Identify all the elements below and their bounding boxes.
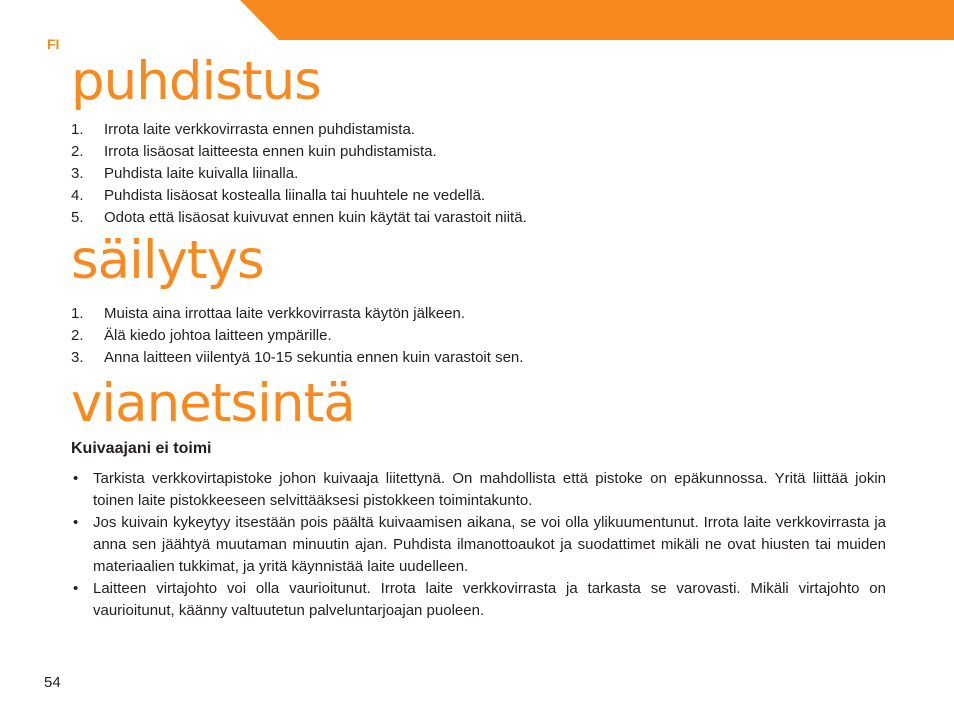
list-item — [71, 347, 891, 369]
item-number: 1. — [71, 121, 84, 138]
storage-steps-list — [71, 303, 891, 369]
item-text: Tarkista verkkovirtapistoke johon kuivaaja liitettynä. On mahdollista että pistoke on epäkunnossa. Yritä liittää jokin toinen laite pistokkeeseen selvittääksesi pistokkeen toimintakunto. — [93, 470, 886, 509]
bullet-icon: • — [73, 470, 79, 487]
item-text: Irrota laite verkkovirrasta ennen puhdistamista. — [104, 121, 415, 138]
bullet-icon: • — [73, 580, 79, 597]
list-item — [71, 185, 891, 207]
subsection-title: Kuivaajani ei toimi — [71, 440, 212, 457]
bullet-icon: • — [73, 514, 79, 531]
section-title-troubleshooting: vianetsintä — [71, 373, 355, 434]
item-number: 2. — [71, 327, 84, 344]
item-text: Irrota lisäosat laitteesta ennen kuin puhdistamista. — [104, 143, 437, 160]
header-banner — [240, 0, 954, 40]
item-number: 4. — [71, 187, 84, 204]
item-number: 3. — [71, 349, 84, 366]
list-item — [71, 141, 891, 163]
list-item — [71, 163, 891, 185]
list-item — [71, 578, 886, 622]
item-text: Älä kiedo johtoa laitteen ympärille. — [104, 327, 332, 344]
item-text: Jos kuivain kykeytyy itsestään pois päältä kuivaamisen aikana, se voi olla ylikuumentunut. Irrota laite verkkovirrasta ja anna sen jäähtyä muutaman minuutin ajan. Puhdista ilmanottoaukot ja suodattimet mikäli ne ovat hiusten tai muiden materiaalien tukkimat, ja yritä käynnistää laite uudelleen. — [93, 514, 886, 575]
list-item — [71, 325, 891, 347]
list-item — [71, 119, 891, 141]
troubleshooting-list — [71, 468, 886, 622]
list-item — [71, 303, 891, 325]
item-number: 2. — [71, 143, 84, 160]
item-text: Odota että lisäosat kuivuvat ennen kuin käytät tai varastoit niitä. — [104, 209, 527, 226]
item-number: 3. — [71, 165, 84, 182]
list-item — [71, 207, 891, 229]
item-text: Muista aina irrottaa laite verkkovirrasta käytön jälkeen. — [104, 305, 465, 322]
list-item — [71, 512, 886, 578]
item-text: Puhdista lisäosat kostealla liinalla tai huuhtele ne vedellä. — [104, 187, 486, 204]
cleaning-steps-list — [71, 119, 891, 229]
item-text: Laitteen virtajohto voi olla vaurioitunut. Irrota laite verkkovirrasta ja tarkasta se varovasti. Mikäli virtajohto on vaurioitunut, käänny valtuutetun palveluntarjoajan puoleen. — [93, 580, 886, 619]
item-text: Anna laitteen viilentyä 10-15 sekuntia ennen kuin varastoit sen. — [104, 349, 524, 366]
item-number: 5. — [71, 209, 84, 226]
language-label: FI — [47, 36, 60, 52]
section-title-cleaning: puhdistus — [71, 51, 321, 112]
page-number: 54 — [44, 674, 61, 691]
section-title-storage: säilytys — [71, 230, 264, 291]
list-item — [71, 468, 886, 512]
item-text: Puhdista laite kuivalla liinalla. — [104, 165, 299, 182]
item-number: 1. — [71, 305, 84, 322]
